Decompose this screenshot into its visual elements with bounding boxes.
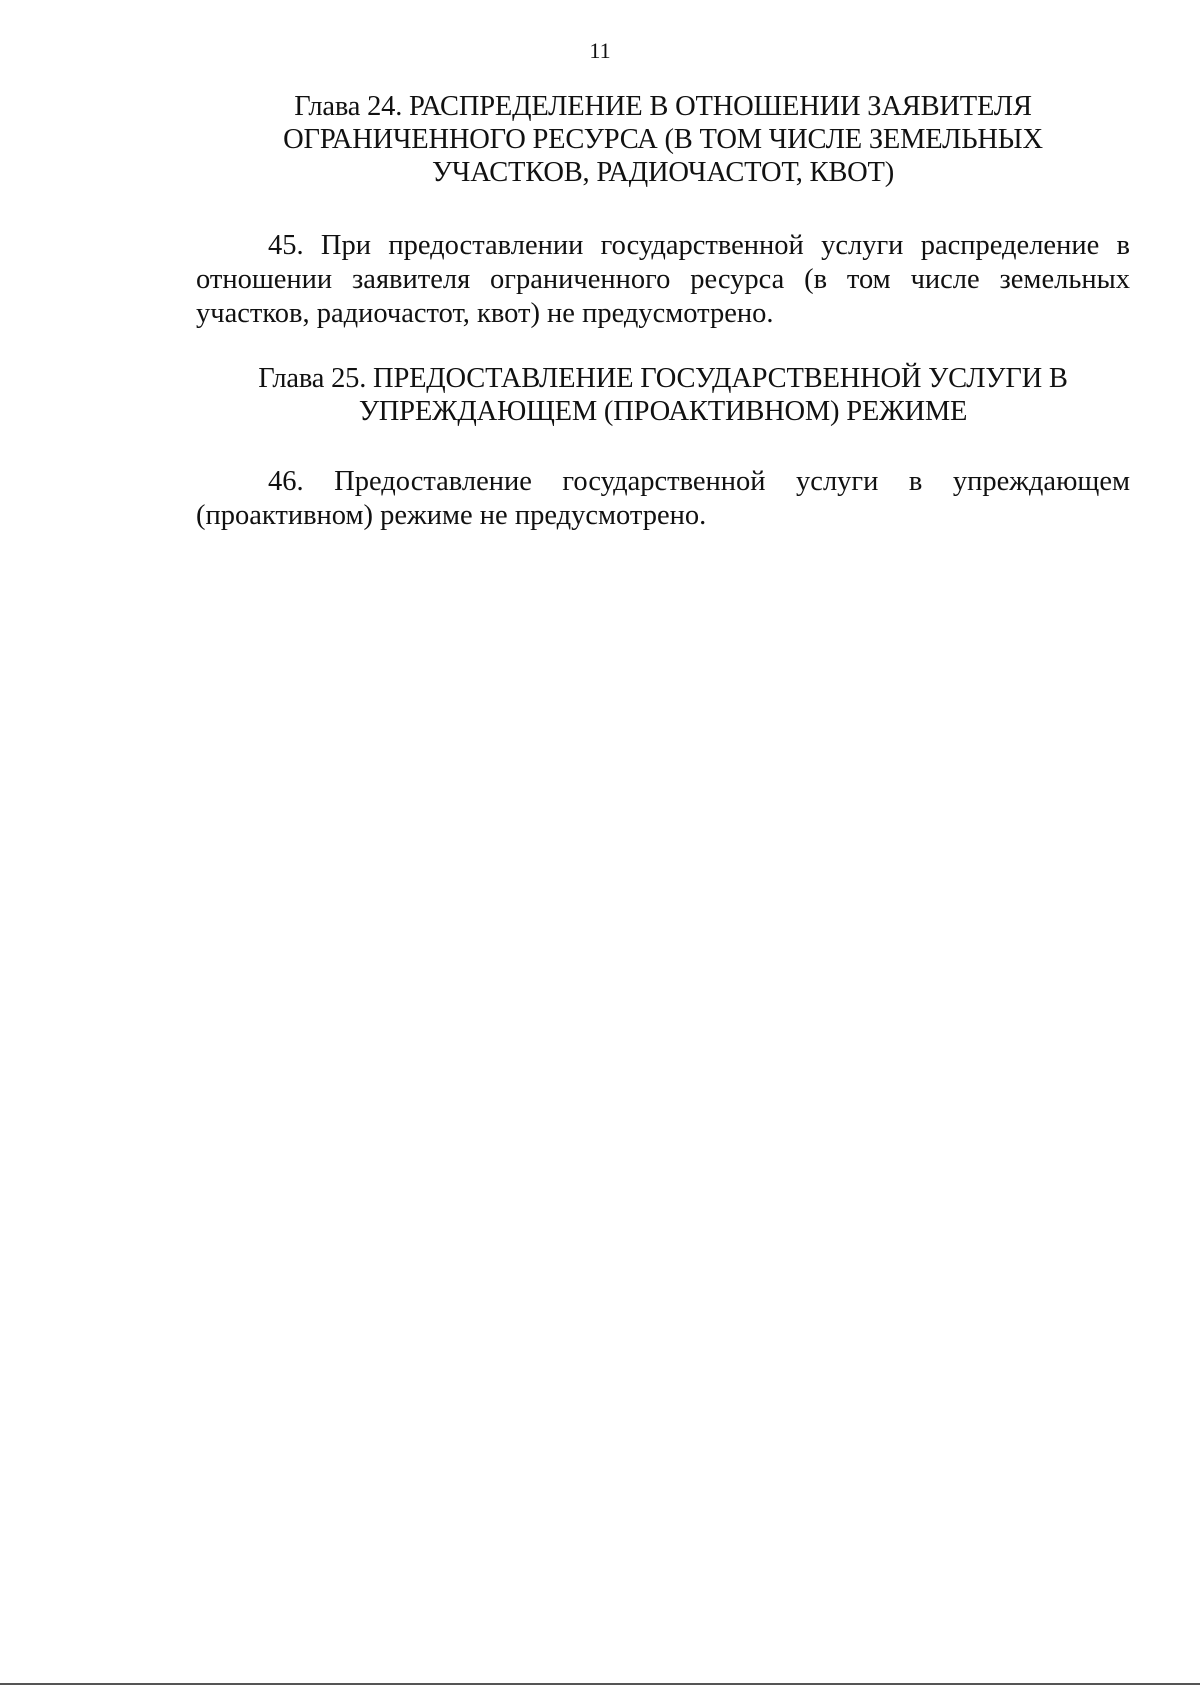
chapter-24-heading [196,90,1130,189]
page-number: 11 [589,38,611,63]
chapter-25-heading [196,362,1130,428]
document-content [196,90,1130,533]
paragraph-45: 45. При предоставлении государственной услуги распределение в отношении заявителя ограниченного ресурса (в том числе земельных участков, радиочастот, квот) не предусмотрено. [196,230,1130,329]
chapter-24-heading-line-2: ОГРАНИЧЕННОГО РЕСУРСА (В ТОМ ЧИСЛЕ ЗЕМЕЛЬНЫХ [283,124,1043,155]
chapter-24-heading-line-1: Глава 24. РАСПРЕДЕЛЕНИЕ В ОТНОШЕНИИ ЗАЯВИТЕЛЯ [294,91,1032,122]
chapter-25-heading-line-2: УПРЕЖДАЮЩЕМ (ПРОАКТИВНОМ) РЕЖИМЕ [358,396,968,427]
scan-bottom-edge-line [0,1683,1200,1685]
chapter-25-heading-line-1: Глава 25. ПРЕДОСТАВЛЕНИЕ ГОСУДАРСТВЕННОЙ УСЛУГИ В [258,363,1068,394]
chapter-24-heading-line-3: УЧАСТКОВ, РАДИОЧАСТОТ, КВОТ) [431,157,895,188]
paragraph-46: 46. Предоставление государственной услуги в упреждающем (проактивном) режиме не предусмотрено. [196,466,1130,531]
